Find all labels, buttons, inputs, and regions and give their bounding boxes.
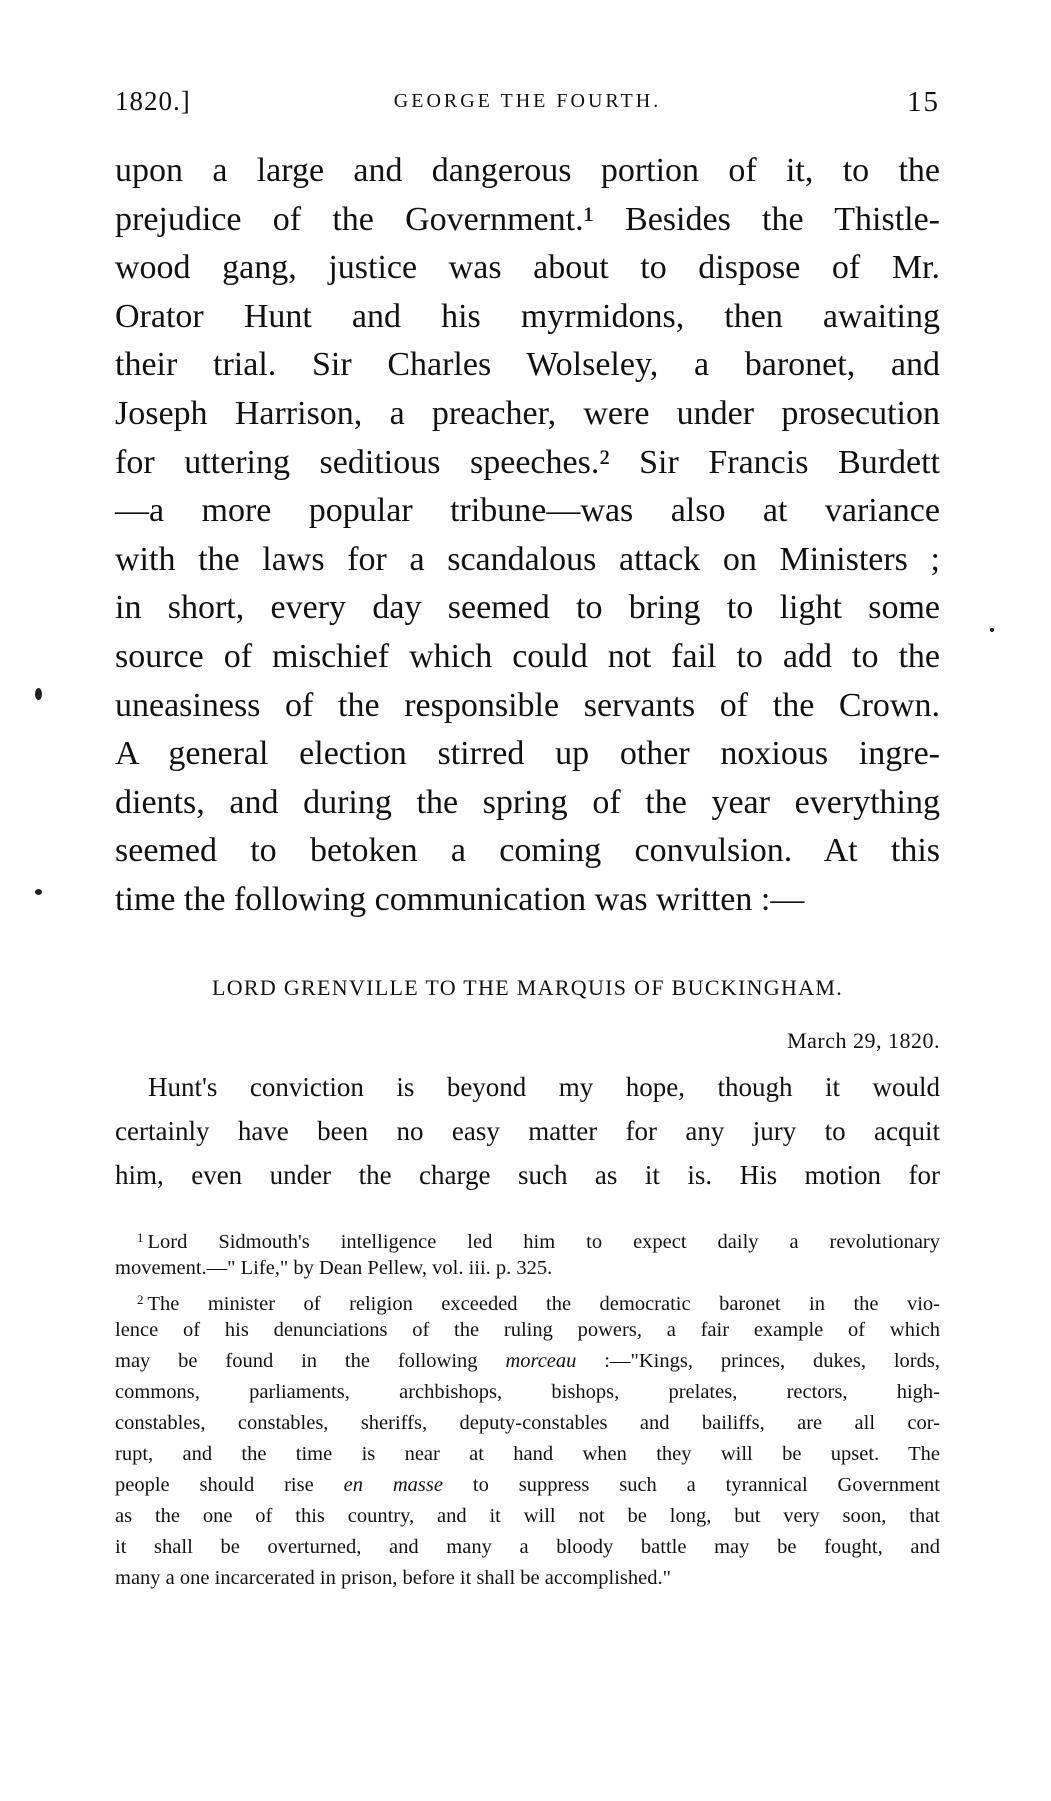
body-line: prejudice of the Government.¹ Besides the Thistle- — [115, 200, 940, 238]
footnote-mark: 2 — [137, 1292, 144, 1307]
body-line: with the laws for a scandalous attack on Ministers ; — [115, 540, 940, 578]
footnote-2-line: as the one of this country, and it will not be long, but very soon, that — [115, 1505, 940, 1527]
body-line: wood gang, justice was about to dispose of Mr. — [115, 249, 940, 287]
footnote-1-line: movement.—" Life," by Dean Pellew, vol. iii. p. 325. — [115, 1257, 553, 1279]
body-line: uneasiness of the responsible servants of the Crown. — [115, 686, 940, 724]
body-line: in short, every day seemed to bring to light some — [115, 589, 940, 627]
body-line: source of mischief which could not fail to add to the — [115, 637, 940, 675]
page-number: 15 — [907, 86, 940, 118]
body-line: Orator Hunt and his myrmidons, then awaiting — [115, 297, 940, 335]
body-line: seemed to betoken a coming convulsion. At this — [115, 832, 940, 870]
letter-line: certainly have been no easy matter for any jury to acquit — [115, 1116, 940, 1146]
footnote-2-line: many a one incarcerated in prison, before it shall be accomplished." — [115, 1567, 671, 1589]
footnote-2-line: people should rise en masse to suppress such a tyrannical Government — [115, 1474, 941, 1496]
running-header — [115, 86, 940, 118]
letter-date: March 29, 1820. — [787, 1028, 940, 1053]
footnote-2-line: rupt, and the time is near at hand when they will be upset. The — [115, 1443, 940, 1465]
header-title: GEORGE THE FOURTH. — [393, 90, 662, 112]
letter-heading: LORD GRENVILLE TO THE MARQUIS OF BUCKINGHAM. — [211, 975, 844, 1000]
footnote-mark: 1 — [137, 1230, 144, 1245]
footnote-1-line: $^1$ Lord Sidmouth's intelligence led him to expect daily a revolutionary — [137, 1230, 940, 1253]
body-line: Joseph Harrison, a preacher, were under prosecution — [115, 394, 940, 432]
letter-line: him, even under the charge such as it is. His motion for — [115, 1160, 940, 1190]
scan-speck — [990, 628, 994, 632]
footnote-2-line: $^2$ The minister of religion exceeded the democratic baronet in the vio- — [137, 1292, 940, 1315]
footnote-2-line: commons, parliaments, archbishops, bishops, prelates, rectors, high- — [115, 1381, 940, 1403]
letter-line: Hunt's conviction is beyond my hope, though it would — [148, 1072, 940, 1102]
footnote-2-line: constables, constables, sheriffs, deputy-constables and bailiffs, are all cor- — [115, 1412, 940, 1434]
footnotes — [115, 1222, 940, 1594]
footnote-2-line: may be found in the following morceau :—"Kings, princes, dukes, lords, — [115, 1350, 940, 1372]
scan-speck — [35, 889, 42, 895]
body-line: —a more popular tribune—was also at variance — [115, 492, 940, 530]
body-line: for uttering seditious speeches.² Sir Francis Burdett — [115, 443, 940, 481]
body-line: dients, and during the spring of the year everything — [115, 783, 940, 821]
header-year: 1820.] — [115, 86, 191, 116]
letter-text — [115, 1065, 940, 1197]
main-text — [115, 147, 940, 925]
body-line: A general election stirred up other noxious ingre- — [115, 735, 940, 773]
scan-speck — [35, 688, 42, 700]
footnote-2-line: lence of his denunciations of the ruling powers, a fair example of which — [115, 1319, 940, 1341]
body-line: upon a large and dangerous portion of it, to the — [115, 152, 940, 189]
footnote-2-line: it shall be overturned, and many a bloody battle may be fought, and — [115, 1536, 940, 1558]
body-line: their trial. Sir Charles Wolseley, a baronet, and — [115, 346, 940, 384]
body-line: time the following communication was written :— — [115, 880, 805, 918]
